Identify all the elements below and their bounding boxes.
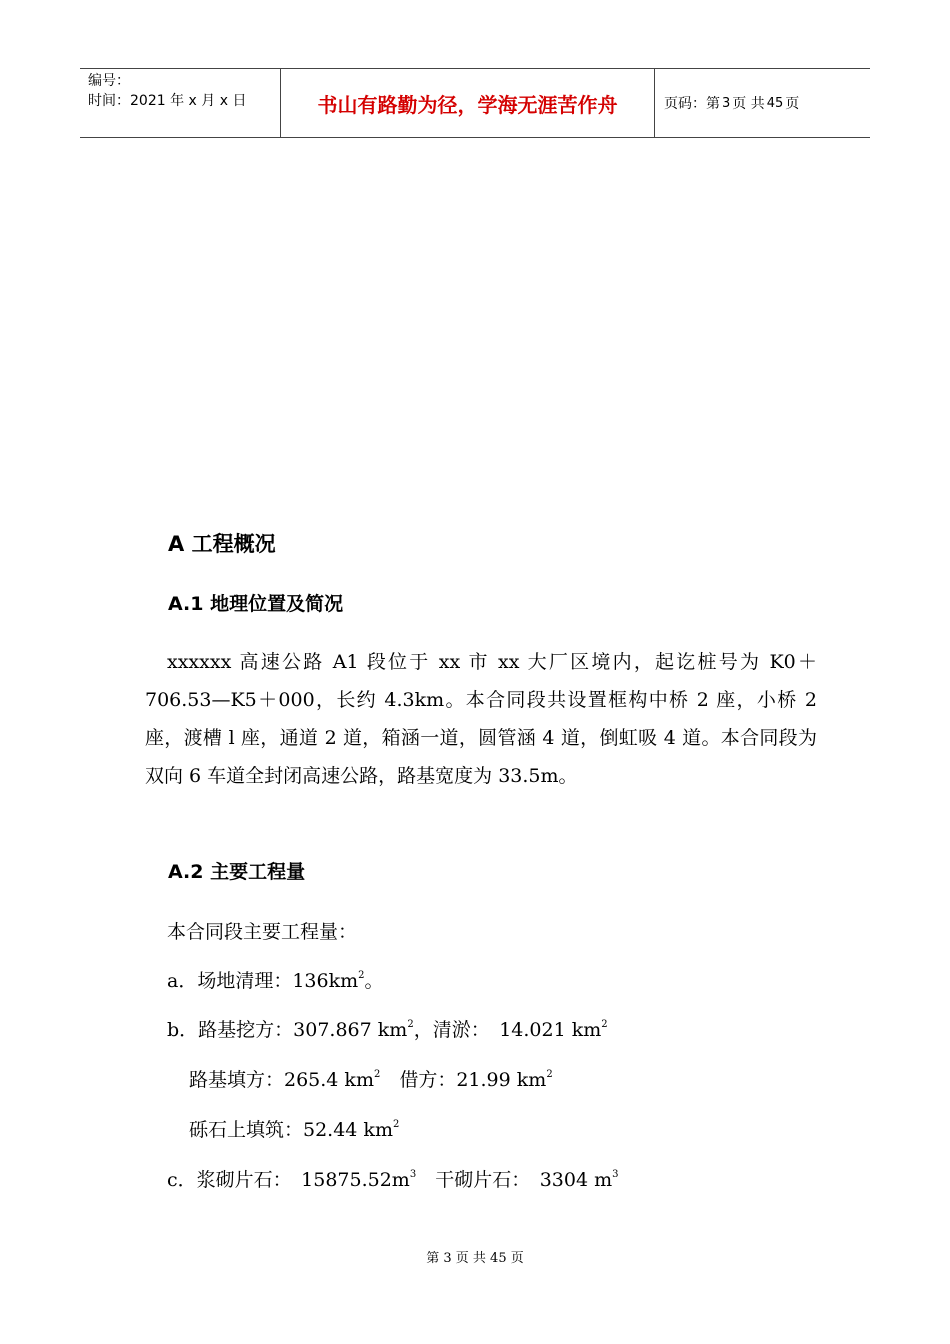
superscript: 2	[358, 970, 365, 981]
superscript: 3	[409, 1169, 417, 1180]
superscript: 2	[407, 1019, 414, 1030]
doc-time-label: 时间：2021 年 x 月 x 日	[88, 93, 247, 109]
quantity-item-c	[167, 1165, 619, 1192]
superscript: 2	[546, 1069, 553, 1080]
superscript: 2	[392, 1119, 400, 1130]
item-b2-text: 路基填方：265.4 km	[189, 1069, 374, 1091]
page-suffix: 页	[785, 96, 800, 112]
item-b1-text: b．路基挖方：307.867 km	[167, 1019, 408, 1041]
superscript: 3	[612, 1169, 619, 1180]
page-footer: 第 3 页 共 45 页	[426, 1251, 524, 1266]
quantity-item-b3	[189, 1115, 399, 1142]
quantity-item-b1	[167, 1015, 608, 1042]
quantity-item-a	[167, 966, 384, 993]
doc-number-label: 编号：	[88, 73, 130, 89]
quantity-intro: 本合同段主要工程量：	[167, 921, 358, 943]
item-b2-mid: 借方：21.99 km	[380, 1069, 547, 1091]
superscript: 2	[601, 1019, 608, 1030]
item-a-text: a．场地清理：136km	[167, 970, 359, 992]
location-paragraph: xxxxxx 高速公路 A1 段位于 xx 市 xx 大厂区境内，起讫桩号为 K0＋706.53—K5＋000，长约 4.3km。本合同段共设置框构中桥 2 座，小桥 2 座，渡槽 l 座，通道 2 道，箱涵一道，圆管涵 4 道，倒虹吸 4 道。本合同段为双向 6 车道全封闭高速公路，路基宽度为 33.5m。	[145, 651, 817, 787]
page-current: 3	[722, 95, 731, 111]
page-total: 45	[766, 95, 784, 111]
item-b3-text: 砾石上填筑：52.44 km	[189, 1119, 393, 1141]
header-page-info	[655, 69, 870, 137]
quantity-item-b2	[189, 1065, 553, 1092]
section-heading: A 工程概况	[168, 532, 276, 556]
item-c-mid: 干砌片石： 3304 m	[416, 1169, 613, 1191]
item-a-tail: 。	[364, 970, 384, 992]
header-meta	[80, 69, 281, 137]
page-header	[80, 68, 870, 138]
subsection-heading-a1: A.1 地理位置及简况	[168, 593, 344, 615]
item-b1-mid: ，清淤： 14.021 km	[413, 1019, 602, 1041]
page-prefix: 页码：第	[664, 96, 720, 112]
item-c-text: c．浆砌片石： 15875.52m	[167, 1169, 410, 1191]
subsection-heading-a2: A.2 主要工程量	[168, 861, 306, 883]
page-mid: 页 共	[732, 96, 765, 112]
superscript: 2	[373, 1069, 381, 1080]
header-motto: 书山有路勤为径，学海无涯苦作舟	[281, 69, 655, 137]
